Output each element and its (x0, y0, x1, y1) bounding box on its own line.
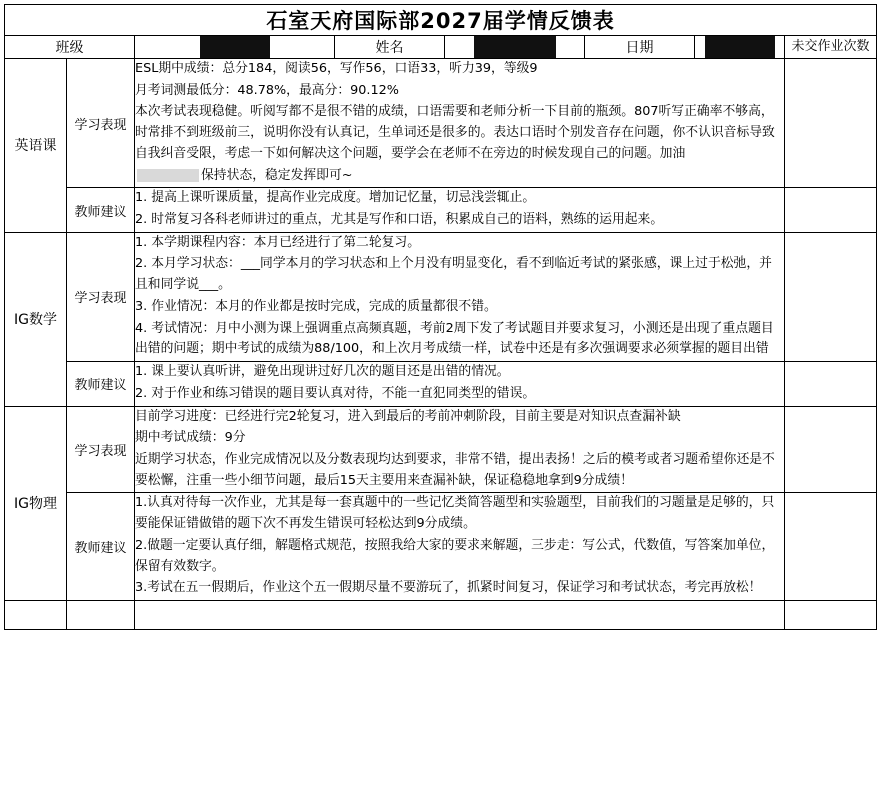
text-line: 1.认真对待每一次作业，尤其是每一套真题中的一些记忆类简答题型和实验题型，目前我们的习题量是足够的，只要能保证错做错的题下次不再发生错误可轻松达到9分成绩。 (135, 495, 775, 532)
math-performance-row (5, 232, 877, 361)
text-line: 2.做题一定要认真仔细，解题格式规范，按照我给大家的要求来解题，三步走：写公式，代数值，写答案加单位，保留有效数字。 (135, 537, 775, 574)
text-line: 保持状态，稳定发挥即可~ (201, 167, 353, 183)
row-label-advice: 教师建议 (67, 362, 135, 406)
row-label-performance: 学习表现 (67, 406, 135, 493)
date-label: 日期 (585, 36, 695, 59)
class-value-cell[interactable] (135, 36, 335, 59)
math-advice-row (5, 362, 877, 406)
text-line: 1. 课上要认真听讲，避免出现讲过好几次的题目还是出错的情况。 (135, 364, 510, 380)
subject-label-physics: IG物理 (5, 406, 67, 600)
english-performance-blank[interactable] (785, 59, 877, 188)
physics-performance-row (5, 406, 877, 493)
bottom-cell-blank (785, 600, 877, 629)
english-performance-row (5, 59, 877, 188)
row-label-advice: 教师建议 (67, 493, 135, 601)
math-performance-blank[interactable] (785, 232, 877, 361)
physics-performance-content (135, 406, 785, 493)
header-row (5, 36, 877, 59)
text-line: 1. 提高上课听课质量，提高作业完成度。增加记忆量，切忌浅尝辄止。 (135, 190, 536, 206)
text-line: 目前学习进度：已经进行完2轮复习，进入到最后的考前冲刺阶段，目前主要是对知识点查漏补缺 (135, 408, 681, 424)
text-line-redacted (135, 166, 784, 187)
text-line: ESL期中成绩：总分184，阅读56，写作56，口语33，听力39，等级9 (135, 61, 538, 76)
row-label-performance: 学习表现 (67, 59, 135, 188)
row-label-performance: 学习表现 (67, 232, 135, 361)
text-line: 期中考试成绩：9分 (135, 430, 246, 446)
physics-advice-row (5, 493, 877, 601)
physics-performance-blank[interactable] (785, 406, 877, 493)
text-line: 2. 对于作业和练习错误的题目要认真对待，不能一直犯同类型的错误。 (135, 385, 536, 401)
bottom-cell-content (135, 600, 785, 629)
class-label: 班级 (5, 36, 135, 59)
text-line: 3.考试在五一假期后，作业这个五一假期尽量不要游玩了，抓紧时间复习，保证学习和考试状态，考完再放松！ (135, 580, 762, 596)
english-advice-row (5, 188, 877, 232)
bottom-cell-subject (5, 600, 67, 629)
row-label-advice: 教师建议 (67, 188, 135, 232)
bottom-filler-row (5, 600, 877, 629)
redaction-block (705, 36, 775, 58)
text-line: 近期学习状态，作业完成情况以及分数表现均达到要求，非常不错，提出表扬！之后的模考或者习题希望你还是不要松懈，注重一些小细节问题，最后15天主要用来查漏补缺，保证稳稳地拿到9分成绩！ (135, 451, 775, 488)
unsubmitted-count-label: 未交作业次数 (785, 36, 877, 59)
english-performance-content (135, 59, 785, 188)
text-line: 2. 时常复习各科老师讲过的重点，尤其是写作和口语，积累成自己的语料，熟练的运用起来。 (135, 212, 664, 228)
text-line: 3. 作业情况：本月的作业都是按时完成，完成的质量都很不错。 (135, 298, 497, 314)
text-line: 2. 本月学习状态：___同学本月的学习状态和上个月没有明显变化，看不到临近考试的紧张感，课上过于松弛，并且和同学说___。 (135, 256, 772, 293)
name-label: 姓名 (335, 36, 445, 59)
page-title: 石室天府国际部2027届学情反馈表 (5, 5, 877, 36)
math-advice-blank[interactable] (785, 362, 877, 406)
bottom-cell-label (67, 600, 135, 629)
english-advice-content (135, 188, 785, 232)
redaction-block (200, 36, 270, 58)
feedback-table (4, 4, 877, 630)
title-row (5, 5, 877, 36)
english-advice-blank[interactable] (785, 188, 877, 232)
subject-label-math: IG数学 (5, 232, 67, 406)
text-line: 本次考试表现稳健。听阅写都不是很不错的成绩，口语需要和老师分析一下目前的瓶颈。807听写正确率不够高，时常排不到班级前三，说明你没有认真记，生单词还是很多的。表达口语时个别发音存在问题，你不认识音标导致自我纠音受限，考虑一下如何解决这个问题，要学会在老师不在旁边的时候发现自己的问题。加油 (135, 104, 775, 161)
redaction-block (474, 36, 556, 58)
text-line: 1. 本学期课程内容：本月已经进行了第二轮复习。 (135, 234, 421, 250)
redaction-block (137, 169, 199, 182)
text-line: 月考词测最低分：48.78%，最高分：90.12% (135, 82, 399, 98)
physics-advice-content (135, 493, 785, 601)
subject-label-english: 英语课 (5, 59, 67, 233)
math-performance-content (135, 232, 785, 361)
math-advice-content (135, 362, 785, 406)
date-value-cell[interactable] (695, 36, 785, 59)
physics-advice-blank[interactable] (785, 493, 877, 601)
text-line: 4. 考试情况：月中小测为课上强调重点高频真题，考前2周下发了考试题目并要求复习，小测还是出现了重点题目出错的问题；期中考试的成绩为88/100，和上次月考成绩一样，试卷中还是有多次强调要求必须掌握的题目出错 (135, 320, 774, 357)
name-value-cell[interactable] (445, 36, 585, 59)
